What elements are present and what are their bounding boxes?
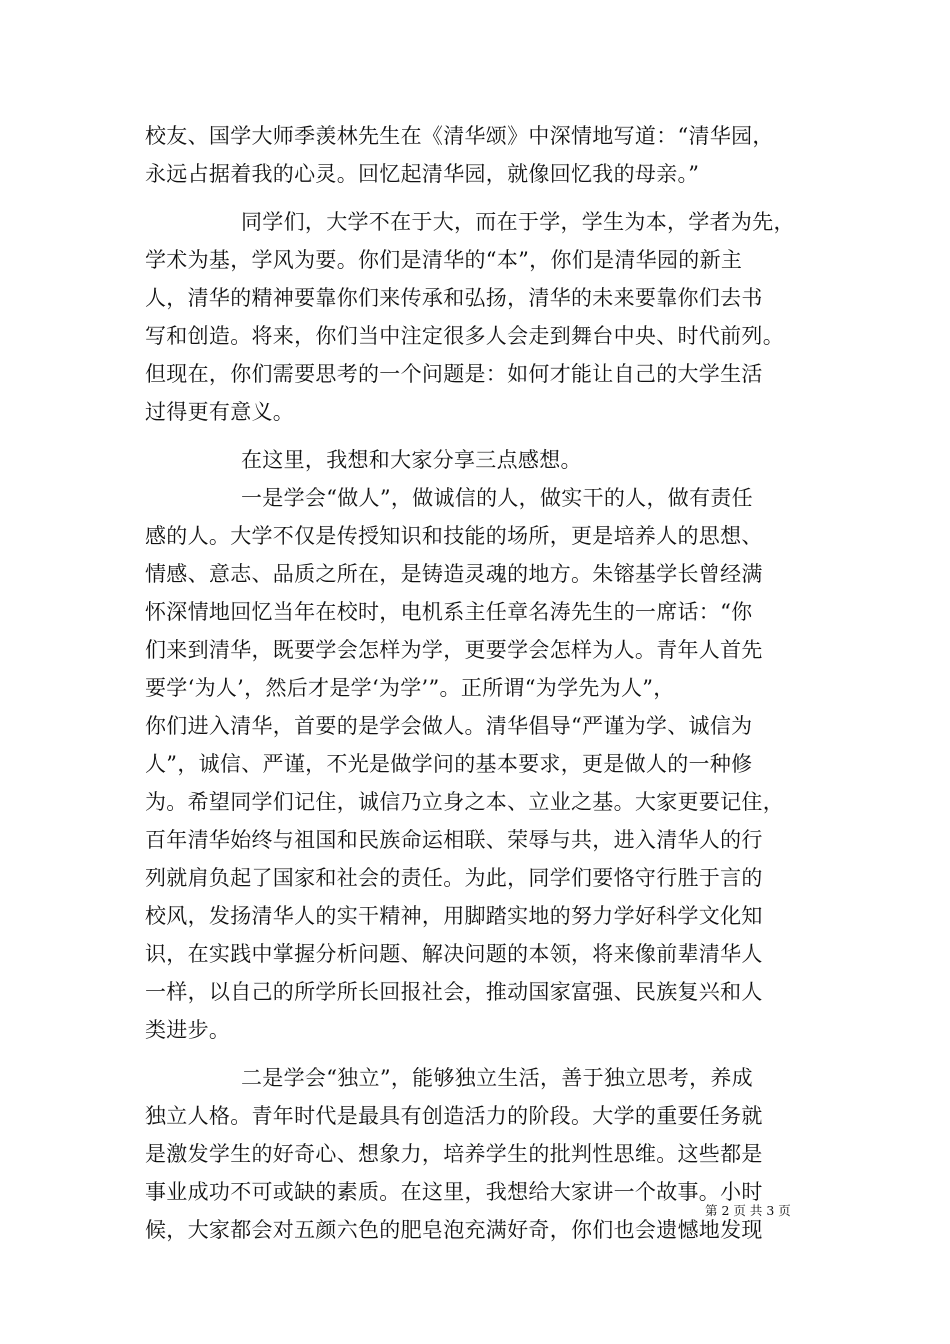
text-line: 一样，以自己的所学所长回报社会，推动国家富强、民族复兴和人: [145, 980, 763, 1004]
text-line: 人”，诚信、严谨，不光是做学问的基本要求，更是做人的一种修: [145, 752, 753, 776]
paragraph-three-thoughts: [145, 441, 807, 479]
text-line: 识，在实践中掌握分析问题、解决问题的本领，将来像前辈清华人: [145, 942, 763, 966]
text-line: 一是学会“做人”，做诚信的人，做实干的人，做有责任: [241, 486, 753, 510]
text-line: 类进步。: [145, 1018, 231, 1042]
paragraph-gap: [145, 431, 807, 441]
text-line: 二是学会“独立”，能够独立生活，善于独立思考，养成: [241, 1066, 753, 1090]
text-line: 百年清华始终与祖国和民族命运相联、荣辱与共，进入清华人的行: [145, 828, 763, 852]
text-line: 同学们，大学不在于大，而在于学，学生为本，学者为先，: [241, 210, 795, 234]
text-line: 们来到清华，既要学会怎样为学，更要学会怎样为人。青年人首先: [145, 638, 763, 662]
paragraph-students-address: [145, 203, 807, 431]
text-line: 候，大家都会对五颜六色的肥皂泡充满好奇，你们也会遗憾地发现: [145, 1218, 763, 1242]
paragraph-gap: [145, 193, 807, 203]
text-line: 为。希望同学们记住，诚信乃立身之本、立业之基。大家更要记住，: [145, 790, 784, 814]
text-line: 在这里，我想和大家分享三点感想。: [241, 448, 582, 472]
body-text: [145, 117, 807, 1249]
text-line: 人，清华的精神要靠你们来传承和弘扬，清华的未来要靠你们去书: [145, 286, 763, 310]
paragraph-point-two: [145, 1059, 807, 1249]
page-number-footer: 第 2 页 共 3 页: [705, 1203, 791, 1218]
text-line: 是激发学生的好奇心、想象力，培养学生的批判性思维。这些都是: [145, 1142, 763, 1166]
paragraph-alumni-quote: [145, 117, 807, 193]
text-line: 永远占据着我的心灵。回忆起清华园，就像回忆我的母亲。”: [145, 162, 700, 186]
text-line: 感的人。大学不仅是传授知识和技能的场所，更是培养人的思想、: [145, 524, 763, 548]
text-line: 情感、意志、品质之所在，是铸造灵魂的地方。朱镕基学长曾经满: [145, 562, 763, 586]
text-line: 但现在，你们需要思考的一个问题是：如何才能让自己的大学生活: [145, 362, 763, 386]
text-line: 写和创造。将来，你们当中注定很多人会走到舞台中央、时代前列。: [145, 324, 784, 348]
text-line: 事业成功不可或缺的素质。在这里，我想给大家讲一个故事。小时: [145, 1180, 763, 1204]
text-line: 列就肩负起了国家和社会的责任。为此，同学们要恪守行胜于言的: [145, 866, 763, 890]
text-line: 你们进入清华，首要的是学会做人。清华倡导“严谨为学、诚信为: [145, 714, 753, 738]
paragraph-gap: [145, 1049, 807, 1059]
text-line: 学术为基，学风为要。你们是清华的“本”，你们是清华园的新主: [145, 248, 743, 272]
paragraph-point-one: [145, 479, 807, 1049]
text-line: 要学‘为人’，然后才是学‘为学’”。正所谓“为学先为人”，: [145, 676, 675, 700]
text-line: 校风，发扬清华人的实干精神，用脚踏实地的努力学好科学文化知: [145, 904, 763, 928]
text-line: 过得更有意义。: [145, 400, 295, 424]
text-line: 怀深情地回忆当年在校时，电机系主任章名涛先生的一席话：“你: [145, 600, 753, 624]
text-line: 校友、国学大师季羡林先生在《清华颂》中深情地写道：“清华园，: [145, 124, 774, 148]
text-line: 独立人格。青年时代是最具有创造活力的阶段。大学的重要任务就: [145, 1104, 763, 1128]
